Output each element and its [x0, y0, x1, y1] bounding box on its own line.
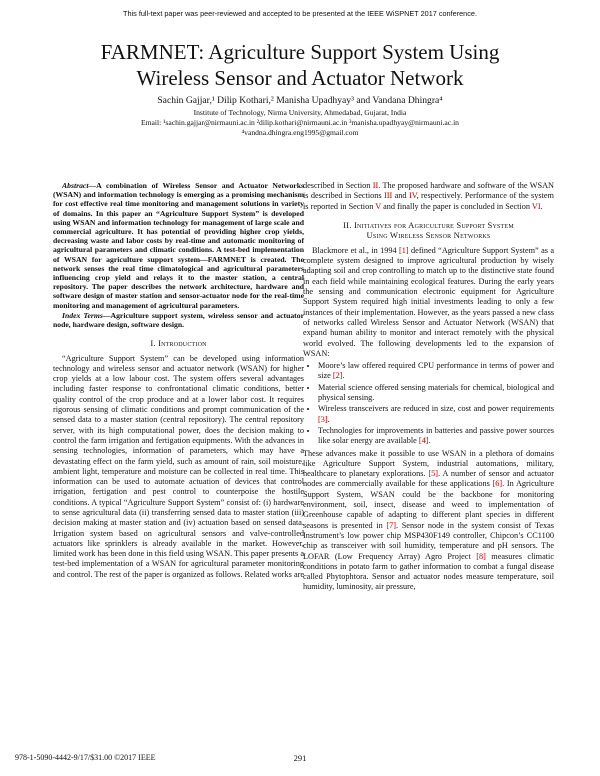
right-column [303, 181, 554, 593]
section-heading-initiatives [303, 220, 554, 241]
section-link[interactable]: V [375, 201, 382, 211]
page-number: 291 [293, 753, 307, 763]
citation-link[interactable]: [6] [492, 479, 503, 489]
index-terms-label: Index Terms [62, 310, 103, 320]
section-link[interactable]: VI [531, 201, 541, 211]
text-span: and [392, 191, 409, 201]
section-link[interactable]: II [372, 181, 379, 190]
title-line-2: Wireless Sensor and Actuator Network [136, 66, 464, 90]
affiliation: Institute of Technology, Nirma University, Ahmedabad, Gujarat, India [193, 108, 407, 117]
title-line-1: FARMNET: Agriculture Support System Using [100, 40, 500, 64]
citation-link[interactable]: [5] [428, 469, 438, 479]
citation-link[interactable]: [2] [332, 371, 343, 381]
list-item-text: Wireless transceivers are reduced in size, cost and power requirements [318, 404, 554, 414]
section-heading-line-1: II. Initiatives for Agriculture Support System [343, 219, 514, 230]
left-column [53, 181, 304, 580]
section-heading-introduction: I. Introduction [150, 338, 207, 349]
initiatives-paragraph [303, 246, 554, 359]
text-span: These advances make it possible to use WSAN in a plethora of domains like Agriculture Support System, industrial automations, military, healthcare to planetary explorations. [303, 448, 554, 479]
list-item-text: Moore’s law offered required CPU performance in terms of power and size [318, 361, 554, 381]
text-span: measures climatic conditions in potato farm to gather information to combat a fungal disease called Phytophtora. Sensor and actuator nodes measure temperature, soil humidity, luminosity, air pressure, [303, 551, 554, 592]
citation-link[interactable]: [1] [399, 245, 409, 255]
list-item [318, 383, 554, 404]
citation-link[interactable]: [7] [386, 520, 396, 530]
list-item-text: Material science offered sensing materials for chemical, biological and physical sensing. [318, 382, 554, 403]
author-list: Sachin Gajjar,¹ Dilip Kothari,² Manisha Upadhyay³ and Vandana Dhingra⁴ [157, 95, 443, 106]
author-emails-2: ⁴vandna.dhingra.eng1995@gmail.com [241, 128, 359, 137]
citation-link[interactable]: [3] [318, 414, 328, 424]
list-item: • Moore’s law offered required CPU performance in terms of power and size [2]. [318, 361, 554, 382]
list-item: • Technologies for improvements in batteries and passive power sources like solar energy are available [4]. [318, 426, 554, 447]
section-link[interactable]: III [384, 191, 393, 201]
citation-link[interactable]: [4] [418, 436, 429, 446]
index-terms [53, 311, 304, 329]
abstract-text: A combination of Wireless Sensor and Actuator Networks (WSAN) and information technology is emerging as a promising mechanism for cost effective real time monitoring and management solutions in variety of domains. In this paper an “Agriculture Support System” is developed using WSAN and information technology for management of large scale and commercial agriculture. It has potential of providing higher crop yields, decreasing waste and labor costs by real-time and automatic monitoring of agricultural parameters and climatic conditions. A test-bed implementation of WSAN for agriculture support system—FARMNET is created. The network senses the real time climatological and agricultural parameters influencing crop yield and relays it to the master station, a central repository. The paper describes the network architecture, hardware and software design of master station and sensor-actuator node for the real-time monitoring and management of agricultural parameters. [53, 181, 304, 310]
organization-paragraph [303, 181, 554, 212]
text-span: defined “Agriculture Support System” as a complete system designed to improve agricultural production by wisely adapting soil and crop controlling to match up to the distinctive state found in each field while maintaining ecological features. During the early years the sensing and communication electronic equipment for Agriculture Support System required high initial investments leading to only a few instances of their implementation. However, as the years passed a new class of networks called Wireless Sensor and Actuator Network (WSAN) that expand human ability to monitor and interact remotely with the physical world evolved. The following developments led to the expansion of WSAN: [303, 245, 554, 358]
text-span: described in Section [303, 181, 373, 190]
section-link[interactable]: IV [408, 191, 417, 201]
text-span: , respectively. Performance of the system is reported in Section [303, 191, 554, 211]
citation-link[interactable]: [8] [476, 551, 486, 561]
text-span: . Sensor node in the system consist of Texas Instrument’s low power chip MSP430F149 controller, Chipcon’s CC1100 chip as transceiver with soil humidity, temperature and pH sensors. The LOFAR (Low Frequency Array) Agro Project [303, 520, 554, 561]
text-span: and finally the paper is concluded in Section [381, 201, 532, 211]
index-terms-text: —Agriculture support system, wireless sensor and actuator node, hardware design, software design. [53, 310, 305, 330]
abstract-label: Abstract— [62, 181, 97, 190]
list-item-text: Technologies for improvements in batteries and passive power sources like solar energy are available [318, 425, 554, 446]
list-item: • Wireless transceivers are reduced in size, cost and power requirements [3]. [318, 404, 554, 425]
author-emails: Email: ¹sachin.gajjar@nirmauni.ac.in ²dilip.kothari@nirmauni.ac.in ³manisha.upadhyay@nirmauni.ac.in [141, 118, 459, 127]
text-span: . The proposed hardware and software of the WSAN is described in Sections [303, 181, 554, 201]
copyright-footer: 978-1-5090-4442-9/17/$31.00 ©2017 IEEE [15, 753, 156, 762]
conference-note: This full-text paper was peer-reviewed and accepted to be presented at the IEEE WiSPNET 2017 conference. [123, 9, 477, 18]
applications-paragraph [303, 449, 554, 593]
development-list [303, 361, 554, 446]
text-span: . In Agriculture Support System, WSAN could be the backbone for monitoring environment, soil, insect, disease and weed to implementation of Greenhouse capable of adapting to different plant species in different seasons is presented in [303, 479, 554, 530]
paper-title [60, 39, 540, 91]
text-span: . A number of sensor and actuator nodes are commercially available for these applications [303, 469, 554, 489]
abstract [53, 181, 304, 310]
section-heading-line-2: Using Wireless Sensor Networks [366, 230, 491, 241]
intro-paragraph: “Agriculture Support System” can be developed using information technology and wireless sensor and actuator network (WSAN) for higher crop yields at a low labour cost. The system offers several advantages including faster response to confrontational climatic conditions, better quality control of the crop produce and at a lower labor cost. It requires rigorous sensing of climatic conditions and prompt communication of the sensed data to a master station (central repository). The central repository server, with its high computational power, does the decision making to control the farm irrigation and fertigation equipments. With the advances in sensing technologies, information of parameters, which may have a devastating effect on the farm yield, such as amount of rain, soil moisture, ambient light, temperature and moisture can be collected in real time. This information can be used to automate actuation of devices that control irrigation, fertigation and pest control to counterpoise the hostile conditions. A typical “Agriculture Support System” consist of: (i) hardware to sense agricultural data (ii) transferring sensed data to master station (iii) decision making at master station and (iv) actuation based on sensed data. Irrigation system based on agricultural sensors and valve-controlled actuators like sprinklers is already available in the market. However, limited work has been done in this field using WSAN. This paper presents a test-bed implementation of a WSAN for agricultural parameter monitoring and control. The rest of the paper is organized as follows. Related works are [53, 353, 305, 579]
text-span: . [540, 201, 543, 211]
text-span: Blackmore et al., in 1994 [312, 245, 400, 255]
